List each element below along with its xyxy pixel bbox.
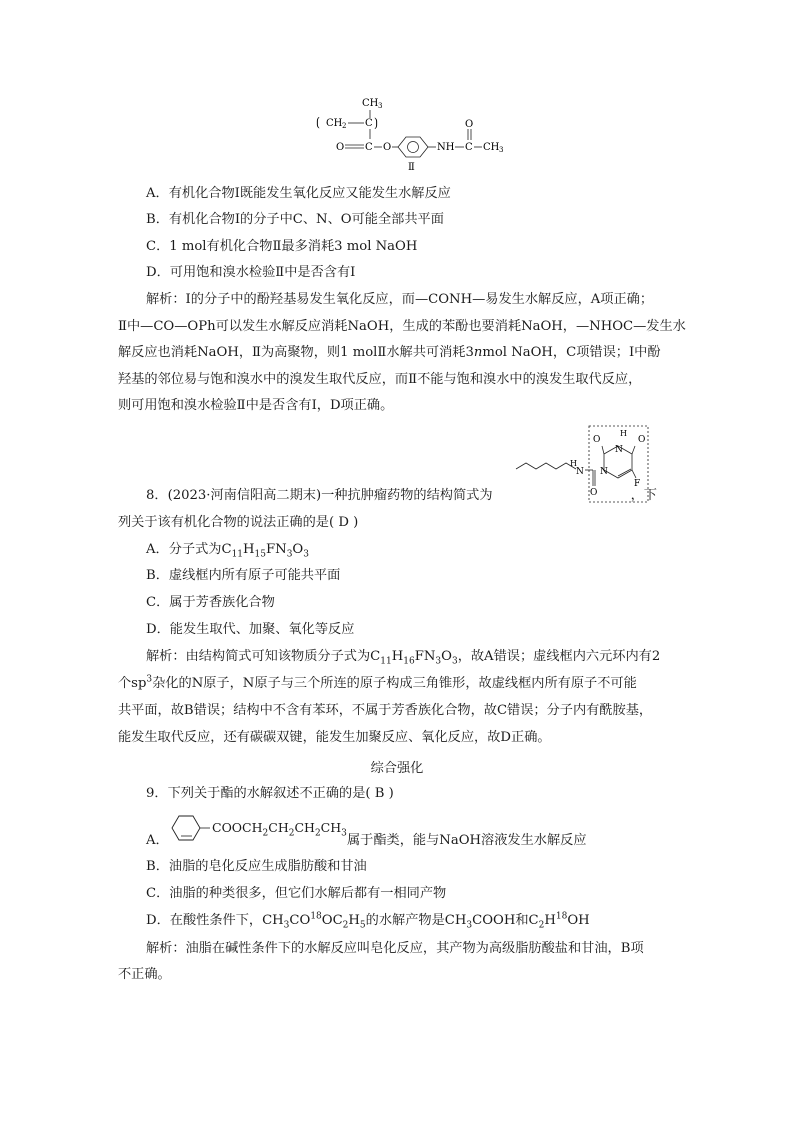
svg-text:CH: CH (483, 142, 500, 153)
q8-option-b: B．虚线框内所有原子可能共平面 (146, 568, 341, 583)
q8-option-a: A．分子式为$C_{11}H_{15}FN_3O_3$ (146, 542, 309, 560)
q9-explanation-2: 不正确。 (118, 967, 171, 982)
struct-label-ii: Ⅱ (408, 162, 415, 173)
svg-text:C: C (465, 142, 473, 153)
q9-option-b: B．油脂的皂化反应生成脂肪酸和甘油 (146, 859, 367, 874)
q7-option-a: A．有机化合物Ⅰ既能发生氧化反应又能发生水解反应 (146, 186, 451, 201)
struct-c: C (365, 118, 373, 129)
q7-option-b: B．有机化合物Ⅰ的分子中C、N、O可能全部共平面 (146, 212, 444, 227)
q7-explanation-4: 羟基的邻位易与饱和溴水中的溴发生取代反应，而Ⅱ不能与饱和溴水中的溴发生取代反应， (118, 372, 642, 387)
svg-text:O: O (336, 142, 345, 153)
svg-text:C: C (365, 142, 373, 153)
q9-stem: 9．下列关于酯的水解叙述不正确的是( B ) (146, 786, 394, 801)
svg-text:2: 2 (342, 122, 347, 130)
q7-explanation-2: Ⅱ中—CO—OPh可以发生水解反应消耗NaOH，生成的苯酚也要消耗NaOH，—NHOC—发生水 (118, 319, 686, 334)
q8-stem-2: 列关于该有机化合物的说法正确的是( D ) (118, 515, 359, 530)
svg-text:⟮: ⟮ (316, 115, 320, 129)
q7-option-d: D．可用饱和溴水检验Ⅱ中是否含有Ⅰ (146, 265, 356, 280)
q9-option-a-text: 属于酯类，能与NaOH溶液发生水解反应 (347, 833, 587, 848)
q8-explanation-2: 个$sp^3$杂化的N原子，N原子与三个所连的原子构成三角锥形，故虚线框内所有原子不可能 (118, 674, 637, 691)
svg-text:O: O (465, 119, 474, 130)
q9-option-c: C．油脂的种类很多，但它们水解后都有一相同产物 (146, 886, 447, 901)
q9-option-a-ester: $COOCH_2CH_2CH_2CH_3$ (212, 820, 347, 839)
section-heading: 综合强化 (370, 761, 424, 776)
q9-explanation-1: 解析：油脂在碱性条件下的水解反应叫皂化反应，其产物为高级脂肪酸盐和甘油，B项 (146, 941, 644, 956)
q8-explanation-4: 能发生取代反应，还有碳碳双键，能发生加聚反应、氧化反应，故D正确。 (118, 730, 551, 745)
q8-option-c: C．属于芳香族化合物 (146, 595, 275, 610)
svg-text:3: 3 (378, 102, 383, 110)
svg-text:O: O (590, 488, 598, 498)
svg-text:NH: NH (437, 142, 455, 153)
svg-text:O: O (593, 435, 601, 445)
q8-explanation-3: 共平面，故B错误；结构中不含有苯环，不属于芳香族化合物，故C错误；分子内有酰胺基， (118, 703, 653, 718)
cyclohexene-ring (166, 812, 212, 844)
polymer-structure-ii (310, 92, 510, 174)
svg-text:N: N (576, 467, 584, 477)
svg-text:H: H (620, 429, 627, 438)
q8-explanation-1: 解析：由结构简式可知该物质分子式为$C_{11}H_{16}FN_3O_3$，故A错误；虚线框内六元环内有2 (146, 649, 661, 667)
q9-option-d: D．在酸性条件下，$CH_3CO^{18}OC_2H_5$的水解产物是$CH_3COOH$和$C_2H^{18}OH$ (146, 911, 590, 931)
svg-text:O: O (383, 142, 392, 153)
svg-text:O: O (638, 435, 646, 445)
q7-explanation-1: 解析：Ⅰ的分子中的酚羟基易发生氧化反应，而—CONH—易发生水解反应，A项正确； (146, 292, 654, 307)
svg-text:H: H (570, 459, 577, 468)
svg-text:N: N (600, 467, 608, 477)
svg-text:F: F (634, 479, 641, 489)
struct-chain: CH (326, 118, 343, 129)
q7-explanation-5: 则可用饱和溴水检验Ⅱ中是否含有Ⅰ，D项正确。 (118, 398, 394, 413)
q8-option-d: D．能发生取代、加聚、氧化等反应 (146, 622, 355, 637)
q7-option-c: C．1 mol有机化合物Ⅱ最多消耗3 mol NaOH (146, 239, 418, 254)
svg-text:⟯: ⟯ (374, 115, 378, 129)
q8-stem-1: 8．(2023·河南信阳高二期末)一种抗肿瘤药物的结构简式为 ，下 (146, 488, 657, 503)
svg-text:3: 3 (499, 146, 504, 154)
struct-ch3: CH (362, 98, 379, 109)
q9-option-a-prefix: A． (146, 833, 169, 848)
svg-text:N: N (615, 445, 623, 455)
q7-explanation-3: 解反应也消耗NaOH，Ⅱ为高聚物，则1 molⅡ水解共可消耗3nmol NaOH，C项错误；Ⅰ中酚 (118, 345, 661, 360)
